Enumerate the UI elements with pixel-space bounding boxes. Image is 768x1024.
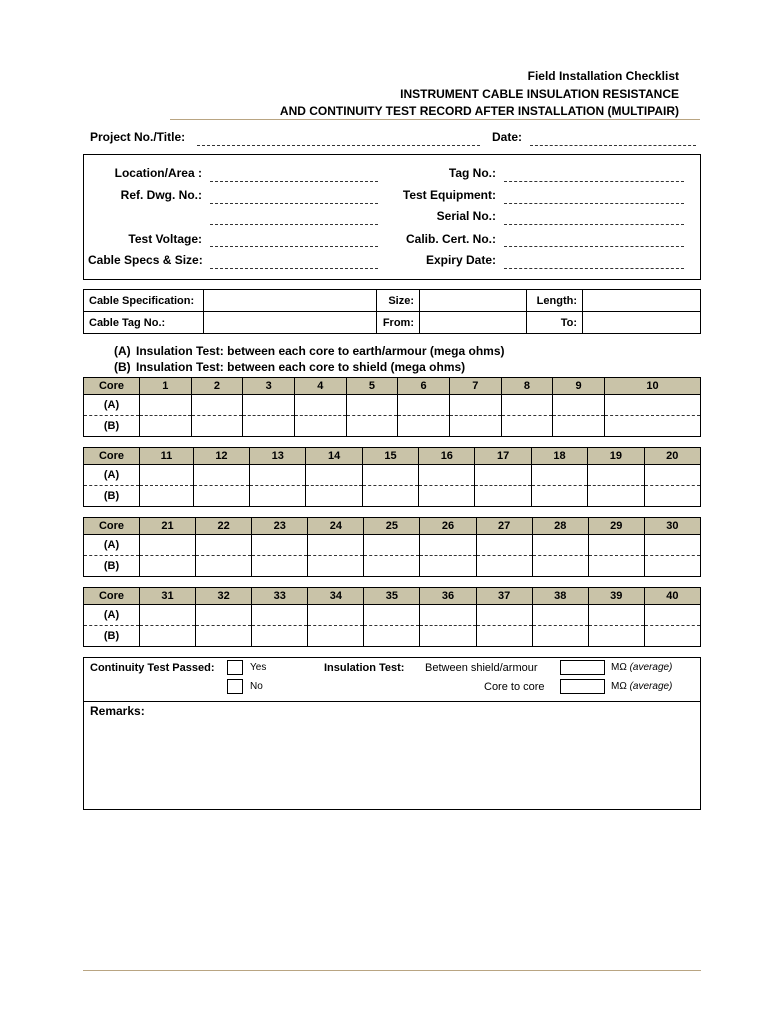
reading-cell-a[interactable] [308, 535, 364, 556]
remarks-field[interactable] [88, 722, 696, 806]
test-b-code: (B) [114, 360, 131, 374]
reading-cell-b[interactable] [532, 556, 588, 577]
expiry-date-field[interactable] [504, 268, 684, 269]
reading-cell-a[interactable] [308, 605, 364, 626]
reading-cell-a[interactable] [398, 395, 450, 416]
test-voltage-field[interactable] [210, 246, 378, 247]
row-header: Core [84, 518, 140, 535]
reading-cell-a[interactable] [588, 465, 644, 486]
core-number: 14 [306, 448, 362, 465]
reading-cell-a[interactable] [306, 465, 362, 486]
cable-specs-label: Cable Specs & Size: [88, 253, 203, 267]
reading-cell-a[interactable] [532, 605, 588, 626]
length-label: Length: [527, 290, 583, 312]
core-number: 7 [449, 378, 501, 395]
core-number: 24 [308, 518, 364, 535]
reading-cell-a[interactable] [252, 535, 308, 556]
reading-cell-a[interactable] [604, 395, 700, 416]
no-checkbox[interactable] [227, 679, 243, 694]
reading-cell-a[interactable] [362, 465, 418, 486]
core-number: 29 [588, 518, 644, 535]
row-header: Core [84, 448, 140, 465]
core-number: 28 [532, 518, 588, 535]
core-number: 23 [252, 518, 308, 535]
reading-cell-b[interactable] [644, 626, 700, 647]
serial-no-field[interactable] [504, 224, 684, 225]
core-number: 9 [553, 378, 605, 395]
table-row [84, 626, 701, 647]
reading-cell-b[interactable] [419, 486, 475, 507]
core-number: 25 [364, 518, 420, 535]
reading-cell-a[interactable] [449, 395, 501, 416]
test-equipment-label: Test Equipment: [402, 188, 496, 202]
unit-text: MΩ [611, 681, 627, 692]
row-header: (A) [84, 465, 140, 486]
cable-spec-cell[interactable] [204, 290, 377, 312]
yes-checkbox[interactable] [227, 660, 243, 675]
reading-cell-b[interactable] [364, 556, 420, 577]
core-table-1 [83, 377, 701, 437]
table-row [84, 486, 701, 507]
between-shield-label: Between shield/armour [425, 662, 538, 674]
table-row [84, 535, 701, 556]
core-number: 15 [362, 448, 418, 465]
cable-spec-label: Cable Specification: [84, 290, 204, 312]
reading-cell-a[interactable] [140, 605, 196, 626]
reading-cell-a[interactable] [252, 605, 308, 626]
core-unit [611, 681, 672, 692]
summary-divider [83, 701, 701, 702]
cable-tag-cell[interactable] [204, 312, 377, 334]
core-number: 34 [308, 588, 364, 605]
reading-cell-a[interactable] [140, 465, 194, 486]
table-row [84, 518, 701, 535]
reading-cell-b[interactable] [140, 486, 194, 507]
size-label: Size: [377, 290, 420, 312]
row-header: (B) [103, 560, 120, 572]
reading-cell-b[interactable] [243, 416, 295, 437]
ref-dwg-field[interactable] [210, 203, 378, 204]
continuity-label: Continuity Test Passed: [90, 662, 215, 674]
tag-no-label: Tag No.: [448, 166, 496, 180]
average-text: (average) [629, 681, 673, 692]
table-row [84, 588, 701, 605]
core-number: 16 [419, 448, 475, 465]
form-category: Field Installation Checklist [527, 69, 679, 83]
table-row [84, 465, 701, 486]
from-cell[interactable] [420, 312, 527, 334]
reading-cell-b[interactable] [476, 556, 532, 577]
reading-cell-a[interactable] [420, 605, 476, 626]
reading-cell-b[interactable] [306, 486, 362, 507]
reading-cell-a[interactable] [419, 465, 475, 486]
reading-cell-a[interactable] [553, 395, 605, 416]
core-number: 17 [475, 448, 531, 465]
reading-cell-a[interactable] [476, 605, 532, 626]
cable-tag-label: Cable Tag No.: [84, 312, 204, 334]
header-rule [170, 119, 700, 120]
reading-cell-a[interactable] [588, 535, 644, 556]
reading-cell-b[interactable] [588, 486, 644, 507]
row-header: (A) [84, 535, 140, 556]
location-label: Location/Area : [114, 166, 202, 180]
reading-cell-b[interactable] [588, 556, 644, 577]
reading-cell-b[interactable] [588, 626, 644, 647]
core-table-2 [83, 447, 701, 507]
core-number: 33 [252, 588, 308, 605]
reading-cell-a[interactable] [140, 535, 196, 556]
row-header: (A) [84, 605, 140, 626]
yes-label: Yes [250, 662, 267, 673]
row-header: (B) [103, 420, 120, 432]
test-a-code: (A) [114, 344, 131, 358]
core-number: 3 [243, 378, 295, 395]
core-number: 40 [644, 588, 700, 605]
test-voltage-label: Test Voltage: [128, 232, 202, 246]
core-number: 20 [644, 448, 700, 465]
calib-cert-label: Calib. Cert. No.: [405, 232, 496, 246]
reading-cell-a[interactable] [476, 535, 532, 556]
form-title-line2: AND CONTINUITY TEST RECORD AFTER INSTALLATION (MULTIPAIR) [279, 104, 679, 118]
unit-text: MΩ [611, 662, 627, 673]
reading-cell-b[interactable] [294, 416, 346, 437]
core-number: 35 [364, 588, 420, 605]
insulation-test-label: Insulation Test: [324, 662, 405, 674]
test-a-description: Insulation Test: between each core to earth/armour (mega ohms) [136, 344, 505, 358]
reading-cell-b[interactable] [196, 556, 252, 577]
core-average-field[interactable] [560, 679, 605, 694]
reading-cell-a[interactable] [501, 395, 553, 416]
core-number: 26 [420, 518, 476, 535]
core-number: 11 [140, 448, 194, 465]
reading-cell-a[interactable] [475, 465, 531, 486]
reading-cell-b[interactable] [140, 556, 196, 577]
test-equipment-field[interactable] [504, 203, 684, 204]
reading-cell-b[interactable] [140, 626, 196, 647]
serial-no-label: Serial No.: [436, 209, 496, 223]
reading-cell-b[interactable] [252, 626, 308, 647]
reading-cell-b[interactable] [140, 416, 192, 437]
reading-cell-b[interactable] [475, 486, 531, 507]
reading-cell-b[interactable] [308, 626, 364, 647]
core-number: 36 [420, 588, 476, 605]
reading-cell-a[interactable] [140, 395, 192, 416]
row-header: Core [84, 378, 140, 395]
core-number: 38 [532, 588, 588, 605]
table-row [84, 312, 701, 334]
core-number: 37 [476, 588, 532, 605]
average-text: (average) [629, 662, 673, 673]
table-row [84, 556, 701, 577]
table-row [84, 290, 701, 312]
reading-cell-b[interactable] [191, 416, 243, 437]
calib-cert-field[interactable] [504, 246, 684, 247]
core-number: 13 [250, 448, 306, 465]
date-field[interactable] [530, 145, 696, 146]
reading-cell-b[interactable] [398, 416, 450, 437]
reading-cell-b[interactable] [644, 556, 700, 577]
project-field[interactable] [197, 145, 480, 146]
remarks-label: Remarks: [90, 704, 145, 718]
form-title-line1: INSTRUMENT CABLE INSULATION RESISTANCE [400, 87, 679, 101]
shield-average-field[interactable] [560, 660, 605, 675]
core-to-core-label: Core to core [484, 681, 545, 693]
to-cell[interactable] [583, 312, 701, 334]
table-row [84, 448, 701, 465]
reading-cell-b[interactable] [644, 486, 700, 507]
reading-cell-b[interactable] [252, 556, 308, 577]
reading-cell-b[interactable] [420, 556, 476, 577]
to-label: To: [527, 312, 583, 334]
date-label: Date: [492, 130, 523, 144]
core-number: 10 [604, 378, 700, 395]
no-label: No [250, 681, 263, 692]
reading-cell-a[interactable] [196, 605, 252, 626]
core-table-3 [83, 517, 701, 577]
reading-cell-b[interactable] [501, 416, 553, 437]
reading-cell-b[interactable] [250, 486, 306, 507]
reading-cell-a[interactable] [420, 535, 476, 556]
core-number: 32 [196, 588, 252, 605]
location-field[interactable] [210, 181, 378, 182]
reading-cell-a[interactable] [193, 465, 249, 486]
reading-cell-a[interactable] [644, 465, 700, 486]
core-number: 30 [644, 518, 700, 535]
reading-cell-b[interactable] [476, 626, 532, 647]
reading-cell-b[interactable] [449, 416, 501, 437]
shield-unit [611, 662, 672, 673]
expiry-date-label: Expiry Date: [425, 253, 496, 267]
cable-specs-field[interactable] [210, 268, 378, 269]
table-row [84, 416, 701, 437]
core-table-4 [83, 587, 701, 647]
length-cell[interactable] [583, 290, 701, 312]
test-b-description: Insulation Test: between each core to shield (mega ohms) [136, 360, 466, 374]
core-number: 5 [346, 378, 398, 395]
ref-dwg-label: Ref. Dwg. No.: [120, 188, 202, 202]
reading-cell-b[interactable] [420, 626, 476, 647]
reading-cell-a[interactable] [364, 605, 420, 626]
ref-dwg-field-2[interactable] [210, 224, 378, 225]
row-header: (B) [103, 490, 120, 502]
reading-cell-a[interactable] [191, 395, 243, 416]
table-row [84, 605, 701, 626]
core-number: 21 [140, 518, 196, 535]
core-number: 6 [398, 378, 450, 395]
cable-spec-table [83, 289, 701, 334]
footer-rule [83, 970, 701, 971]
core-number: 2 [191, 378, 243, 395]
reading-cell-b[interactable] [346, 416, 398, 437]
size-cell[interactable] [420, 290, 527, 312]
reading-cell-a[interactable] [644, 535, 700, 556]
reading-cell-a[interactable] [196, 535, 252, 556]
core-number: 19 [588, 448, 644, 465]
reading-cell-b[interactable] [532, 626, 588, 647]
core-number: 31 [140, 588, 196, 605]
core-number: 1 [140, 378, 192, 395]
project-label: Project No./Title: [90, 130, 186, 144]
reading-cell-a[interactable] [588, 605, 644, 626]
core-number: 22 [196, 518, 252, 535]
from-label: From: [377, 312, 420, 334]
reading-cell-b[interactable] [531, 486, 587, 507]
reading-cell-a[interactable] [243, 395, 295, 416]
table-row [84, 378, 701, 395]
reading-cell-a[interactable] [531, 465, 587, 486]
core-number: 4 [294, 378, 346, 395]
reading-cell-a[interactable] [250, 465, 306, 486]
core-number: 18 [531, 448, 587, 465]
reading-cell-a[interactable] [294, 395, 346, 416]
reading-cell-a[interactable] [532, 535, 588, 556]
core-number: 27 [476, 518, 532, 535]
reading-cell-a[interactable] [364, 535, 420, 556]
reading-cell-b[interactable] [362, 486, 418, 507]
row-header: (B) [103, 630, 120, 642]
reading-cell-b[interactable] [196, 626, 252, 647]
tag-no-field[interactable] [504, 181, 684, 182]
row-header: (A) [84, 395, 140, 416]
core-number: 12 [193, 448, 249, 465]
reading-cell-b[interactable] [553, 416, 605, 437]
reading-cell-b[interactable] [308, 556, 364, 577]
core-number: 39 [588, 588, 644, 605]
reading-cell-b[interactable] [364, 626, 420, 647]
core-number: 8 [501, 378, 553, 395]
reading-cell-b[interactable] [604, 416, 700, 437]
reading-cell-a[interactable] [346, 395, 398, 416]
table-row [84, 395, 701, 416]
reading-cell-a[interactable] [644, 605, 700, 626]
row-header: Core [84, 588, 140, 605]
reading-cell-b[interactable] [193, 486, 249, 507]
